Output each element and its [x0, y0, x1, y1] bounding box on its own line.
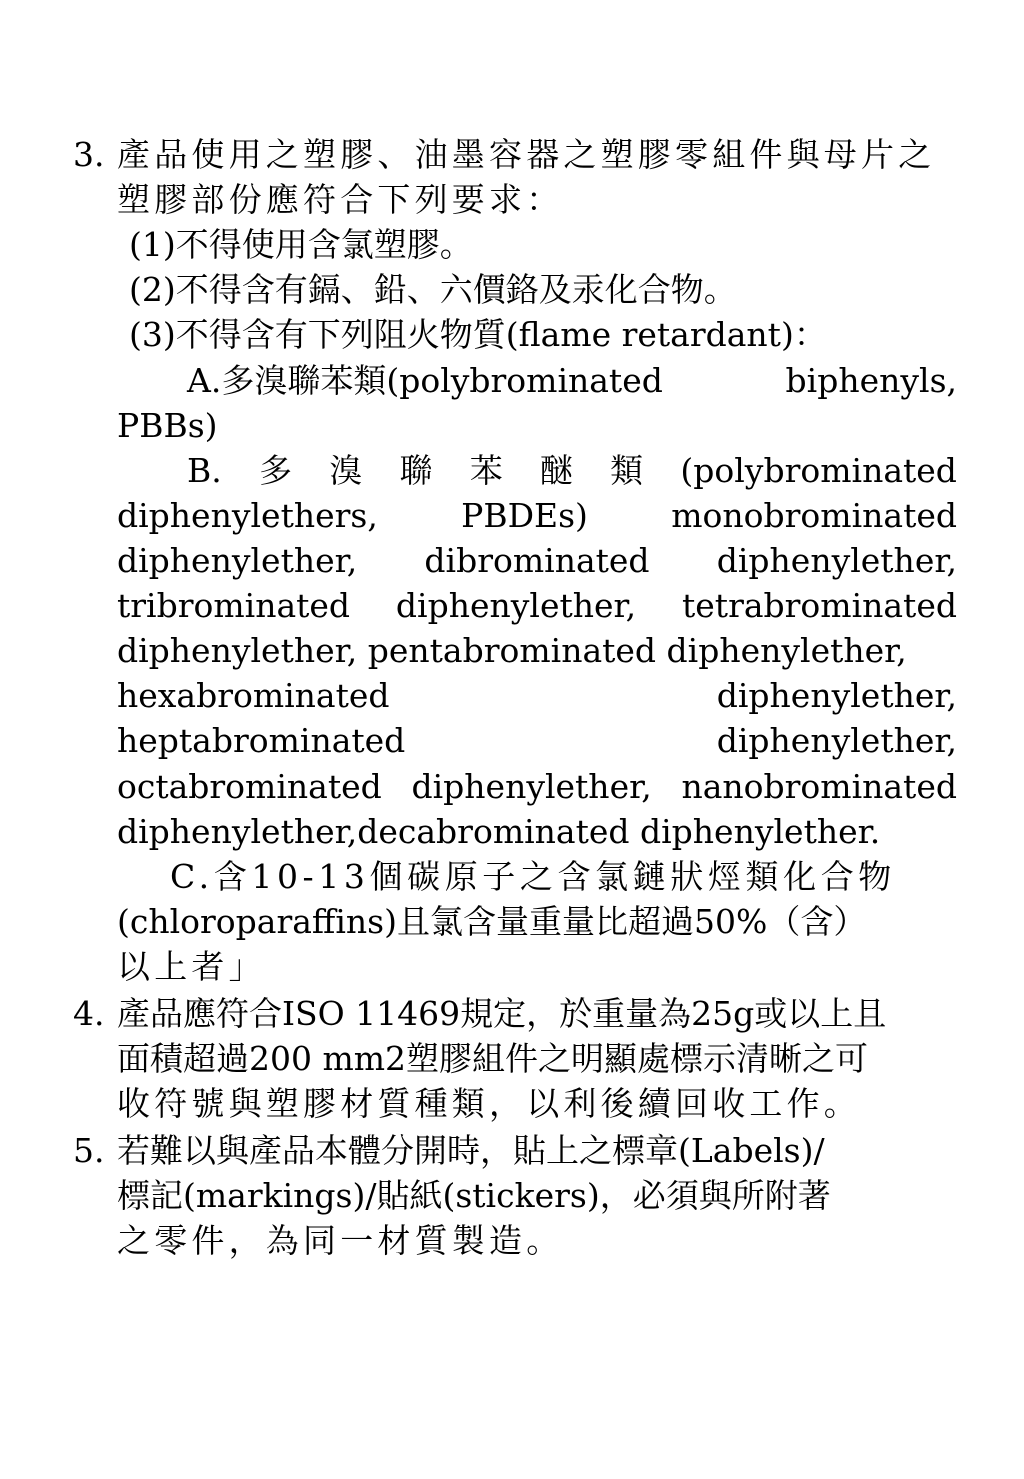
- item3-sub2: (2)不得含有鎘、鉛、六價鉻及汞化合物。: [129, 270, 737, 309]
- item3-B-word: PBDEs): [461, 496, 588, 535]
- item3-B-word: monobrominated: [671, 496, 957, 535]
- item3-B-word: hexabrominated: [117, 676, 390, 715]
- item3-C-line1: C.含10-13個碳原子之含氯鏈狀烴類化合物: [170, 857, 896, 896]
- item3-B-line9: diphenylether,decabrominated diphenylether.: [117, 812, 881, 851]
- item3-C-line2: (chloroparaffins)且氯含量重量比超過50%（含）: [117, 902, 867, 941]
- item3-B-line5: diphenylether, pentabrominated diphenylether,: [117, 631, 907, 670]
- item3-B-line3: [117, 541, 957, 581]
- item3-B-word: (polybrominated: [680, 451, 957, 490]
- item3-line1: 產品使用之塑膠、油墨容器之塑膠零組件與母片之: [117, 135, 936, 174]
- item3-B-word: diphenylether,: [411, 767, 652, 806]
- item3-B-line7: [117, 721, 957, 761]
- item4-line3: 收符號與塑膠材質種類，以利後續回收工作。: [117, 1084, 861, 1123]
- item3-B-word: 溴: [329, 451, 363, 490]
- item3-B-word: heptabrominated: [117, 721, 406, 760]
- item3-B-word: dibrominated: [424, 541, 650, 580]
- item3-A-line1-part2: biphenyls,: [785, 361, 957, 400]
- item3-B-line4: [117, 586, 957, 626]
- item3-B-word: tribrominated: [117, 586, 351, 625]
- item3-B-word: octabrominated: [117, 767, 382, 806]
- item3-A-line1-part1: A.多溴聯苯類(polybrominated: [187, 361, 663, 400]
- item3-A-line2: PBBs): [117, 406, 218, 445]
- item3-A-line1: [187, 361, 957, 401]
- item3-B-line6: [117, 676, 957, 716]
- item3-B-line2: [117, 496, 957, 536]
- item3-B-line8: [117, 767, 957, 807]
- item3-B-word: diphenylethers,: [117, 496, 378, 535]
- item3-number: 3.: [73, 135, 105, 174]
- item3-B-word: diphenylether,: [716, 676, 957, 715]
- item3-B-word: 醚: [539, 451, 573, 490]
- item3-line2: 塑膠部份應符合下列要求：: [117, 180, 564, 219]
- item3-B-word: 聯: [399, 451, 433, 490]
- item3-B-word: B.: [187, 451, 222, 490]
- item5-number: 5.: [73, 1131, 105, 1170]
- item3-B-word: diphenylether,: [716, 721, 957, 760]
- item3-B-word: 苯: [469, 451, 503, 490]
- item4-line2: 面積超過200 mm2塑膠組件之明顯處標示清晰之可: [117, 1039, 869, 1078]
- item3-sub3: (3)不得含有下列阻火物質(flame retardant)：: [129, 315, 827, 354]
- item3-B-word: 類: [610, 451, 644, 490]
- item3-B-word: nanobrominated: [681, 767, 957, 806]
- item3-B-word: diphenylether,: [716, 541, 957, 580]
- item5-line3: 之零件，為同一材質製造。: [117, 1221, 564, 1260]
- item3-C-line3: 以上者」: [117, 947, 266, 986]
- item3-B-word: diphenylether,: [117, 541, 358, 580]
- item3-sub1: (1)不得使用含氯塑膠。: [129, 225, 473, 264]
- item3-B-word: tetrabrominated: [682, 586, 957, 625]
- item5-line2: 標記(markings)/貼紙(stickers)，必須與所附著: [117, 1176, 831, 1215]
- item3-B-word: diphenylether,: [395, 586, 637, 625]
- item4-line1: 產品應符合ISO 11469規定，於重量為25g或以上且: [117, 994, 887, 1033]
- item3-B-line1: [187, 451, 957, 491]
- item5-line1: 若難以與產品本體分開時，貼上之標章(Labels)/: [117, 1131, 825, 1170]
- item4-number: 4.: [73, 994, 105, 1033]
- item3-B-word: 多: [258, 451, 292, 490]
